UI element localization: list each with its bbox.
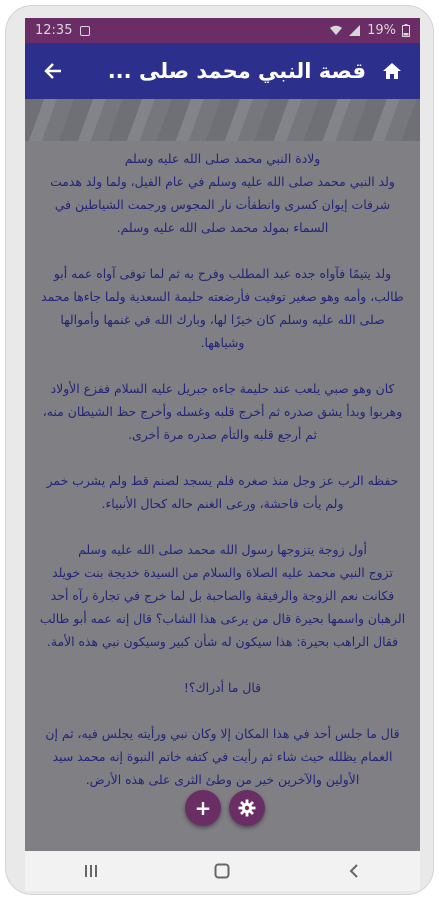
- paragraph: كان وهو صبي يلعب عند حليمة جاءه جبريل عليه السلام ففزع الأولاد وهربوا وبدأ يشق صدره ثم أخرج قلبه وغسله وأخرج حظ الشيطان منه، ثم أرجع قلبه والتأم صدره مرة أخرى.: [42, 381, 403, 442]
- paragraph: ولد يتيمًا فآواه جده عبد المطلب وفرح به ثم لما توفى آواه عمه أبو طالب، وأمه وهو صغير توفيت فأرضعته حليمة السعدية ولما جاءها محمد صلى الله عليه وسلم كان خيرًا لها، وبارك الله في غنمها وأموالها وشياهها.: [41, 266, 404, 350]
- battery-icon: [402, 24, 410, 37]
- paragraph: ولادة النبي محمد صلى الله عليه وسلم ولد النبي محمد صلى الله عليه وسلم في عام الفيل، ولما ولد هدمت شرفات إيوان كسرى وانطفأت نار المجوس ورجمت الشياطين في السماء بمولد محمد صلى الله عليه وسلم.: [50, 151, 395, 235]
- paragraph: حفظه الرب عز وجل منذ صغره فلم يسجد لصنم قط ولم يشرب خمر ولم يأت فاحشة، ورعى الغنم حاله كحال الأنبياء.: [46, 473, 399, 511]
- notification-icon: [80, 26, 90, 36]
- home-icon: [382, 61, 402, 81]
- paragraph: أول زوجة يتزوجها رسول الله محمد صلى الله عليه وسلم تزوج النبي محمد عليه الصلاة والسلام من السيدة خديجة بنت خويلد فكانت نعم الزوجة والرفيقة والصاحبة بل لما خرج في تجارة رآه أحد الرهبان واسمها بحيرة قال من يرعى هذا الشاب؟ قال إنه عمه أبو طالب فقال الراهب بحيرة: هذا سيكون له شأن كبير وسيكون نبي هذه الأمة.: [39, 542, 406, 649]
- signal-icon: [349, 25, 361, 36]
- plus-icon: +: [194, 796, 212, 820]
- system-nav-bar: [25, 851, 420, 891]
- chevron-left-icon: [348, 863, 360, 879]
- gear-icon: [238, 799, 256, 817]
- home-button[interactable]: [376, 55, 408, 87]
- settings-button[interactable]: [229, 790, 265, 826]
- wifi-icon: [329, 25, 343, 36]
- arrow-left-icon: [43, 61, 63, 81]
- article-content: [25, 141, 420, 853]
- screen: [25, 18, 420, 891]
- back-button[interactable]: [37, 55, 69, 87]
- home-square-icon: [214, 863, 230, 879]
- recent-apps-icon: [84, 864, 98, 878]
- back-nav-button[interactable]: [329, 856, 379, 886]
- header-banner-image: [25, 99, 420, 141]
- home-nav-button[interactable]: [197, 856, 247, 886]
- phone-frame: [6, 6, 433, 894]
- battery-percent: 19%: [367, 23, 396, 38]
- paragraph: قال ما جلس أحد في هذا المكان إلا وكان نبي ورأيته يجلس فيه، ثم إن الغمام يظلله حيث شاء ثم رأيت في كتفه خاتم النبوة إنه محمد سيد الأولين والآخرين خير من وطئ الثرى على هذه الأرض.: [45, 726, 400, 787]
- add-button[interactable]: [185, 790, 221, 826]
- paragraph: قال ما أدراك؟!: [183, 680, 262, 695]
- status-bar: [25, 18, 420, 43]
- recent-apps-button[interactable]: [66, 856, 116, 886]
- status-time: 12:35: [35, 23, 73, 38]
- page-title: قصة النبي محمد صلى ...: [107, 59, 366, 83]
- app-bar: [25, 43, 420, 99]
